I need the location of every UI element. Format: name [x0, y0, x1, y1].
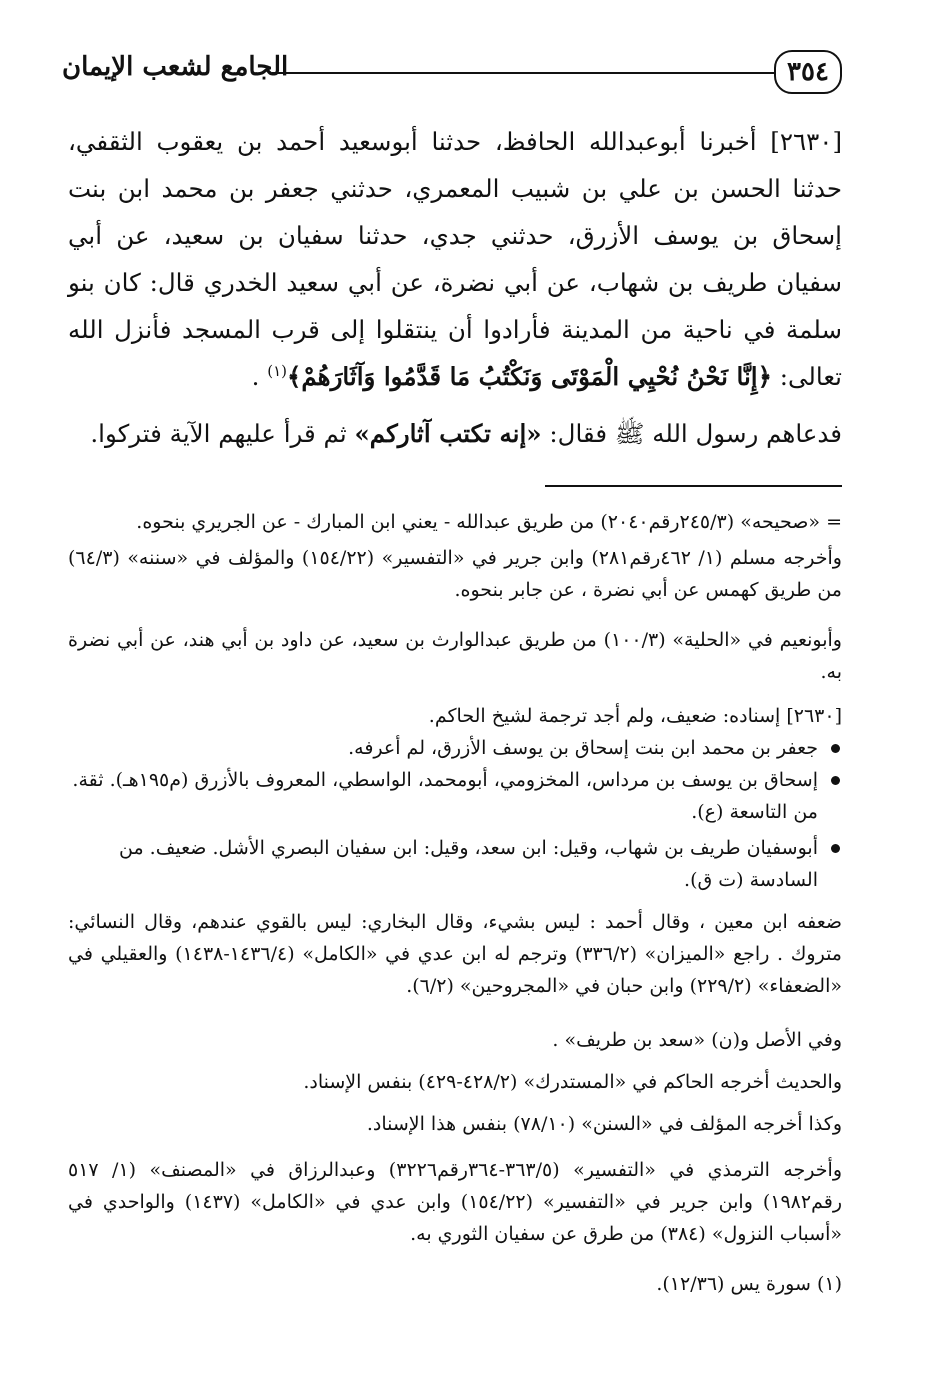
footnote-line: (١) سورة يس (١٢/٣٦).	[656, 1273, 842, 1295]
footnote-hakim	[68, 1066, 842, 1098]
page-header	[62, 46, 842, 106]
list-item-text: أبوسفيان طريف بن شهاب، وقيل: ابن سعد، وقيل: ابن سفيان البصري الأشل. ضعيف. من السادسة (ت ق).	[118, 837, 818, 891]
footnote-sunan	[68, 1108, 842, 1140]
hadith-paragraph	[68, 118, 842, 400]
list-item	[68, 732, 842, 764]
page-number: ٣٥٤	[774, 50, 842, 94]
continuation-before: فدعاهم رسول الله ﷺ فقال:	[549, 419, 842, 448]
narrator-list	[68, 732, 842, 896]
footnote-grading	[68, 906, 842, 1002]
header-rule	[272, 72, 774, 74]
hadith-text	[68, 118, 842, 400]
footnote-line: وكذا أخرجه المؤلف في «السنن» (٧٨/١٠) بنفس هذا الإسناد.	[366, 1113, 842, 1135]
footnote-abunuaym	[68, 624, 842, 688]
bullet-icon	[831, 744, 840, 753]
quran-verse: ﴿إِنَّا نَحْنُ نُحْيِي الْمَوْتَى وَنَكْتُبُ مَا قَدَّمُوا وَآثَارَهُمْ﴾	[287, 362, 772, 391]
list-item-text: جعفر بن محمد ابن بنت إسحاق بن يوسف الأزرق، لم أعرفه.	[348, 737, 818, 759]
hadith-narration: [٢٦٣٠] أخبرنا أبوعبدالله الحافظ، حدثنا أبوسعيد أحمد بن يعقوب الثقفي، حدثنا الحسن بن علي بن شبيب المعمري، حدثني جعفر بن محمد ابن بنت إسحاق بن يوسف الأزرق، حدثني جدي، حدثنا سفيان بن سعيد، عن أبي سفيان طريف بن شهاب، عن أبي نضرة، عن أبي سعيد الخدري قال: كان بنو سلمة في ناحية من المدينة فأرادوا أن ينتقلوا إلى قرب المسجد فأنزل الله تعالى:	[68, 127, 843, 391]
bullet-icon	[831, 844, 840, 853]
footnote-muslim	[68, 542, 842, 606]
footnote-continued	[68, 506, 842, 538]
running-title: الجامع لشعب الإيمان	[62, 52, 289, 82]
hadith-continuation	[68, 414, 842, 454]
footnote-tirmidhi	[68, 1154, 842, 1250]
footnote-line: وفي الأصل و(ن) «سعد بن طريف» .	[552, 1029, 842, 1051]
footnote-line: وأخرجه مسلم (١/ ٤٦٢رقم٢٨١) وابن جرير في «التفسير» (١٥٤/٢٢) والمؤلف في «سننه» (٦٤/٣) من طريق كهمس عن أبي نضرة ، عن جابر بنحوه.	[68, 547, 842, 601]
footnote-variant	[68, 1024, 842, 1056]
footnote-divider	[545, 485, 842, 487]
list-item	[68, 832, 842, 896]
footnote-surah	[68, 1268, 842, 1300]
isnad-heading: [٢٦٣٠] إسناده: ضعيف، ولم أجد ترجمة لشيخ الحاكم.	[428, 705, 842, 727]
footnote-line: والحديث أخرجه الحاكم في «المستدرك» (٤٢٨/٢-٤٢٩) بنفس الإسناد.	[303, 1071, 842, 1093]
footnote-line: وأبونعيم في «الحلية» (١٠٠/٣) من طريق عبدالوارث بن سعيد، عن داود بن أبي هند، عن أبي نضرة به.	[68, 629, 842, 683]
prophet-quote: «إنه تكتب آثاركم»	[354, 419, 542, 448]
continuation-after: ثم قرأ عليهم الآية فتركوا.	[90, 419, 347, 448]
footnote-ref: (١)	[267, 361, 288, 380]
bullet-icon	[831, 776, 840, 785]
list-item	[68, 764, 842, 828]
footnote-line: وأخرجه الترمذي في «التفسير» (٣٦٣/٥-٣٦٤رقم٣٢٢٦) وعبدالرزاق في «المصنف» (١/ ٥١٧ رقم١٩٨٢) وابن جرير في «التفسير» (١٥٤/٢٢) وابن عدي في «الكامل» (١٤٣٧) والواحدي في «أسباب النزول» (٣٨٤) من طرق عن سفيان الثوري به.	[68, 1159, 842, 1245]
paragraph-end: .	[251, 362, 260, 391]
isnad-note	[68, 700, 842, 732]
list-item-text: إسحاق بن يوسف بن مرداس، المخزومي، أبومحمد، الواسطي، المعروف بالأزرق (م١٩٥هـ). ثقة. من التاسعة (ع).	[72, 769, 818, 823]
footnote-line: ضعفه ابن معين ، وقال أحمد : ليس بشيء، وقال البخاري: ليس بالقوي عندهم، وقال النسائي: متروك . راجع «الميزان» (٣٣٦/٢) وترجم له ابن عدي في «الكامل» (١٤٣٦/٤-١٤٣٨) والعقيلي في «الضعفاء» (٢٢٩/٢) وابن حبان في «المجروحين» (٦/٢).	[68, 911, 842, 997]
footnote-line: = «صحيحه» (٢٤٥/٣رقم٢٠٤٠) من طريق عبدالله - يعني ابن المبارك - عن الجريري بنحوه.	[136, 511, 842, 533]
